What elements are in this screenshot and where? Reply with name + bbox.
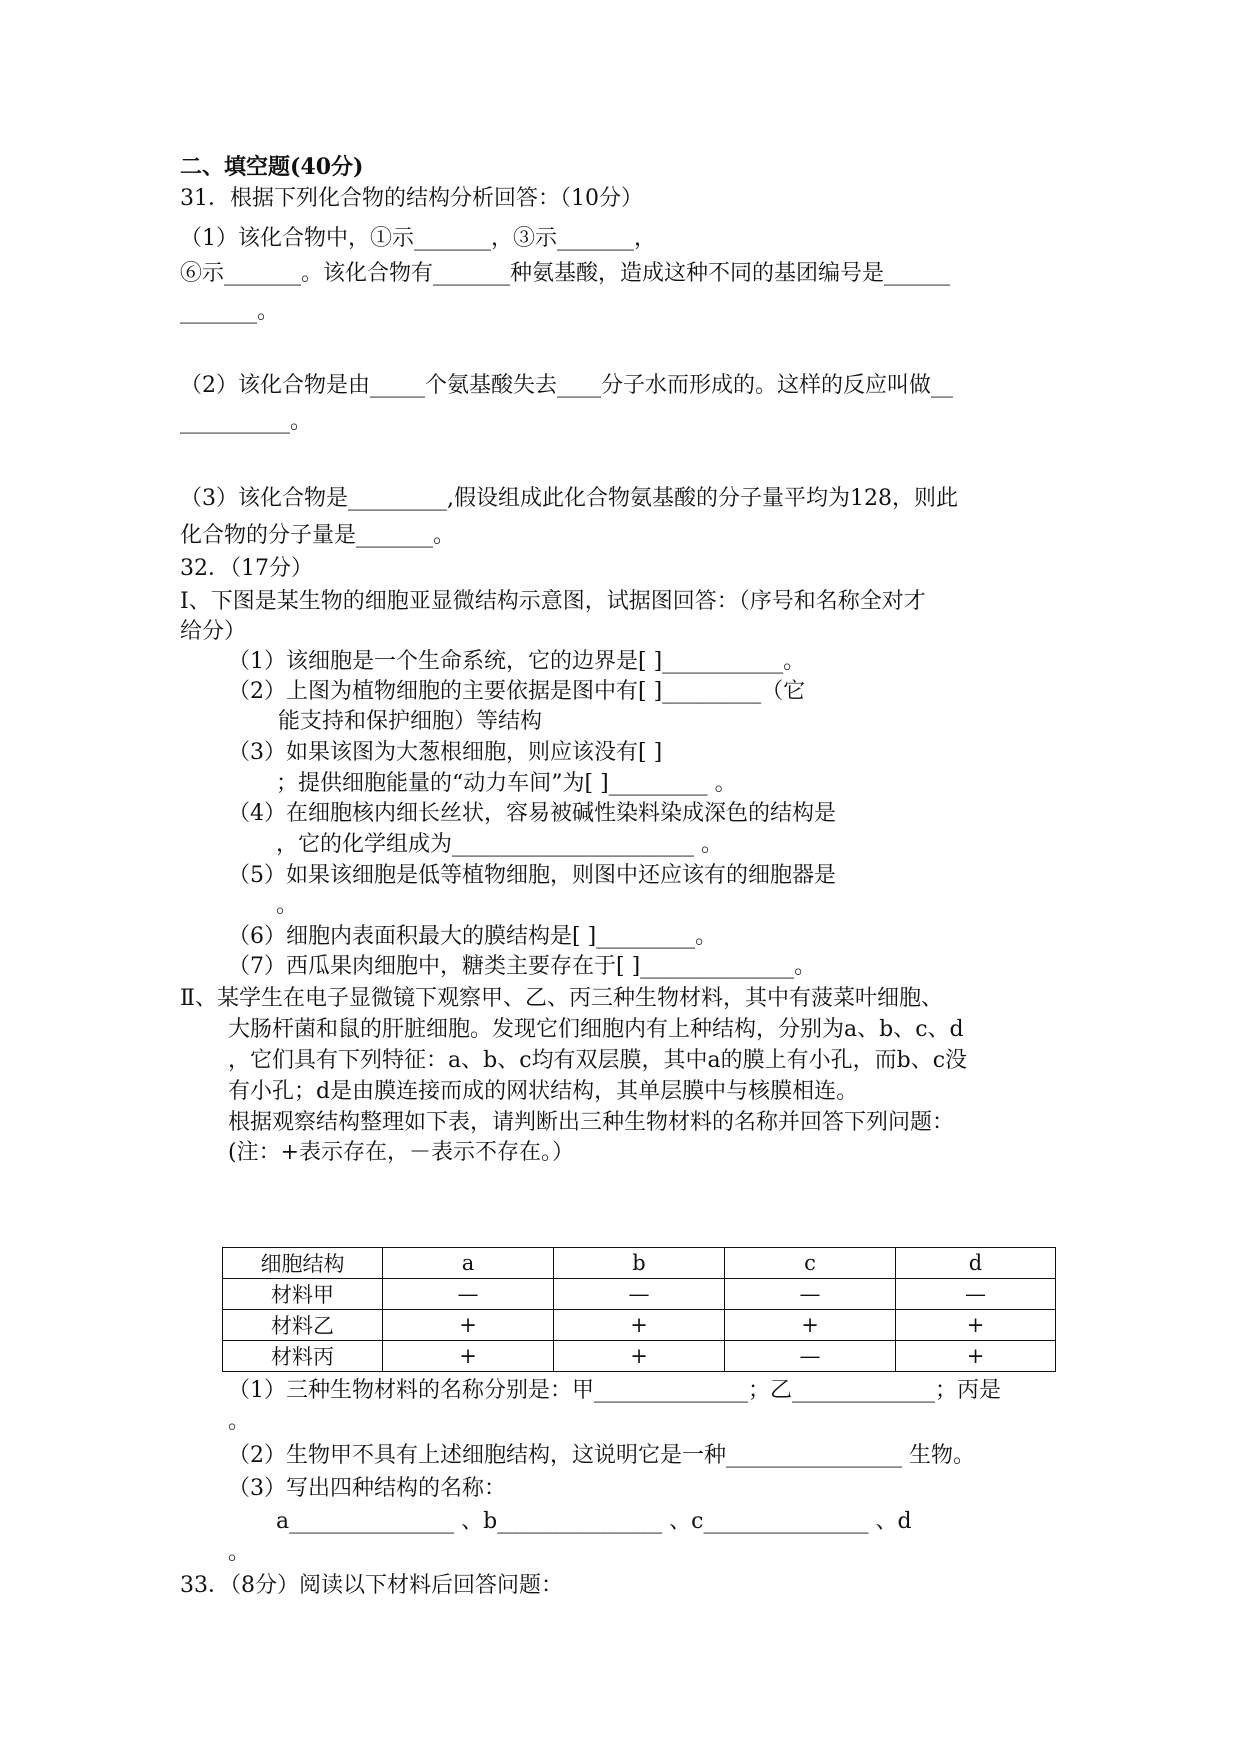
q32-item-6: （6）细胞内表面积最大的膜结构是[ ]_________。 [228, 924, 718, 949]
q32-answer-1-cont: 。 [228, 1409, 251, 1434]
q32-part2-line5: 根据观察结构整理如下表，请判断出三种生物材料的名称并回答下列问题： [228, 1110, 955, 1135]
table-header-cell: 细胞结构 [223, 1248, 383, 1279]
table-row [223, 1310, 1056, 1341]
q31-part1-line2: ⑥示_______。该化合物有_______种氨基酸，造成这种不同的基团编号是______ [180, 261, 951, 286]
q32-item-7: （7）西瓜果肉细胞中，糖类主要存在于[ ]______________。 [228, 954, 817, 979]
q32-item-5: （5）如果该细胞是低等植物细胞，则图中还应该有的细胞器是 [228, 863, 836, 888]
q32-part2-line6: (注：+表示存在，－表示不存在。） [228, 1140, 575, 1165]
table-header-cell: b [554, 1248, 725, 1279]
q32-part2-line4: 有小孔；d是由膜连接而成的网状结构，其单层膜中与核膜相连。 [228, 1079, 859, 1104]
q33-title: 33．（8分）阅读以下材料后回答问题： [180, 1573, 563, 1598]
q32-part2-line1: Ⅱ、某学生在电子显微镜下观察甲、乙、丙三种生物材料，其中有菠菜叶细胞、 [180, 986, 943, 1011]
table-header-row [223, 1248, 1056, 1279]
table-row [223, 1341, 1056, 1372]
q32-item-2-cont: 能支持和保护细胞）等结构 [278, 709, 543, 734]
table-cell: + [554, 1310, 725, 1341]
table-cell: — [725, 1341, 896, 1372]
q32-part1-line1: Ⅰ、下图是某生物的细胞亚显微结构示意图，试据图回答：（序号和名称全对才 [180, 589, 926, 614]
table-header-cell: c [725, 1248, 896, 1279]
table-header-cell: a [383, 1248, 554, 1279]
q32-item-2: （2）上图为植物细胞的主要依据是图中有[ ]_________（它 [228, 679, 806, 704]
q32-answer-3-structures: a_______________ 、b_______________ 、c_______________ 、d [276, 1509, 912, 1534]
q31-part3-line1: （3）该化合物是_________,假设组成此化合物氨基酸的分子量平均为128，则此 [180, 486, 958, 511]
q32-item-3-cont: ；提供细胞能量的“动力车间”为[ ]_________ 。 [276, 771, 737, 796]
q32-part2-line3: ，它们具有下列特征：a、b、c均有双层膜，其中a的膜上有小孔，而b、c没 [228, 1048, 968, 1073]
table-header-cell: d [896, 1248, 1056, 1279]
q32-answer-2: （2）生物甲不具有上述细胞结构，这说明它是一种________________ 生物。 [228, 1443, 975, 1468]
q31-part1-line1: （1）该化合物中，①示_______，③示_______， [180, 226, 656, 251]
table-cell: + [725, 1310, 896, 1341]
table-cell: — [725, 1279, 896, 1310]
q31-part1-line3: _______。 [180, 299, 280, 324]
table-cell: 材料丙 [223, 1341, 383, 1372]
cell-structure-table [222, 1247, 1056, 1372]
table-row [223, 1279, 1056, 1310]
table-cell: + [896, 1310, 1056, 1341]
table-cell: + [383, 1310, 554, 1341]
q32-item-4-cont: ，它的化学组成为______________________ 。 [276, 832, 723, 857]
q32-answer-1: （1）三种生物材料的名称分别是：甲______________；乙_____________；丙是 [228, 1378, 1001, 1403]
section-title: 二、填空题(40分) [180, 154, 364, 180]
q32-item-1: （1）该细胞是一个生命系统，它的边界是[ ]___________。 [228, 649, 806, 674]
table-cell: — [896, 1279, 1056, 1310]
table-cell: + [383, 1341, 554, 1372]
table-cell: 材料乙 [223, 1310, 383, 1341]
q32-answer-3: （3）写出四种结构的名称： [228, 1476, 506, 1501]
q32-answer-3-cont: 。 [228, 1540, 251, 1565]
q32-title: 32．（17分） [180, 556, 313, 581]
table-cell: — [383, 1279, 554, 1310]
q31-part2-line1: （2）该化合物是由_____个氨基酸失去____分子水而形成的。这样的反应叫做__ [180, 373, 953, 398]
table-cell: + [896, 1341, 1056, 1372]
q31-part3-line2: 化合物的分子量是_______。 [180, 523, 456, 548]
q31-part2-line2: __________。 [180, 409, 313, 434]
q32-part2-line2: 大肠杆菌和鼠的肝脏细胞。发现它们细胞内有上种结构，分别为a、b、c、d [228, 1017, 964, 1042]
table-cell: + [554, 1341, 725, 1372]
table-cell: 材料甲 [223, 1279, 383, 1310]
q32-item-3: （3）如果该图为大葱根细胞，则应该没有[ ] [228, 740, 663, 765]
q32-item-4: （4）在细胞核内细长丝状，容易被碱性染料染成深色的结构是 [228, 801, 836, 826]
q32-part1-line2: 给分） [180, 619, 247, 644]
q31-title: 31．根据下列化合物的结构分析回答：（10分） [180, 186, 643, 211]
table-cell: — [554, 1279, 725, 1310]
q32-item-5-cont: 。 [276, 893, 299, 918]
